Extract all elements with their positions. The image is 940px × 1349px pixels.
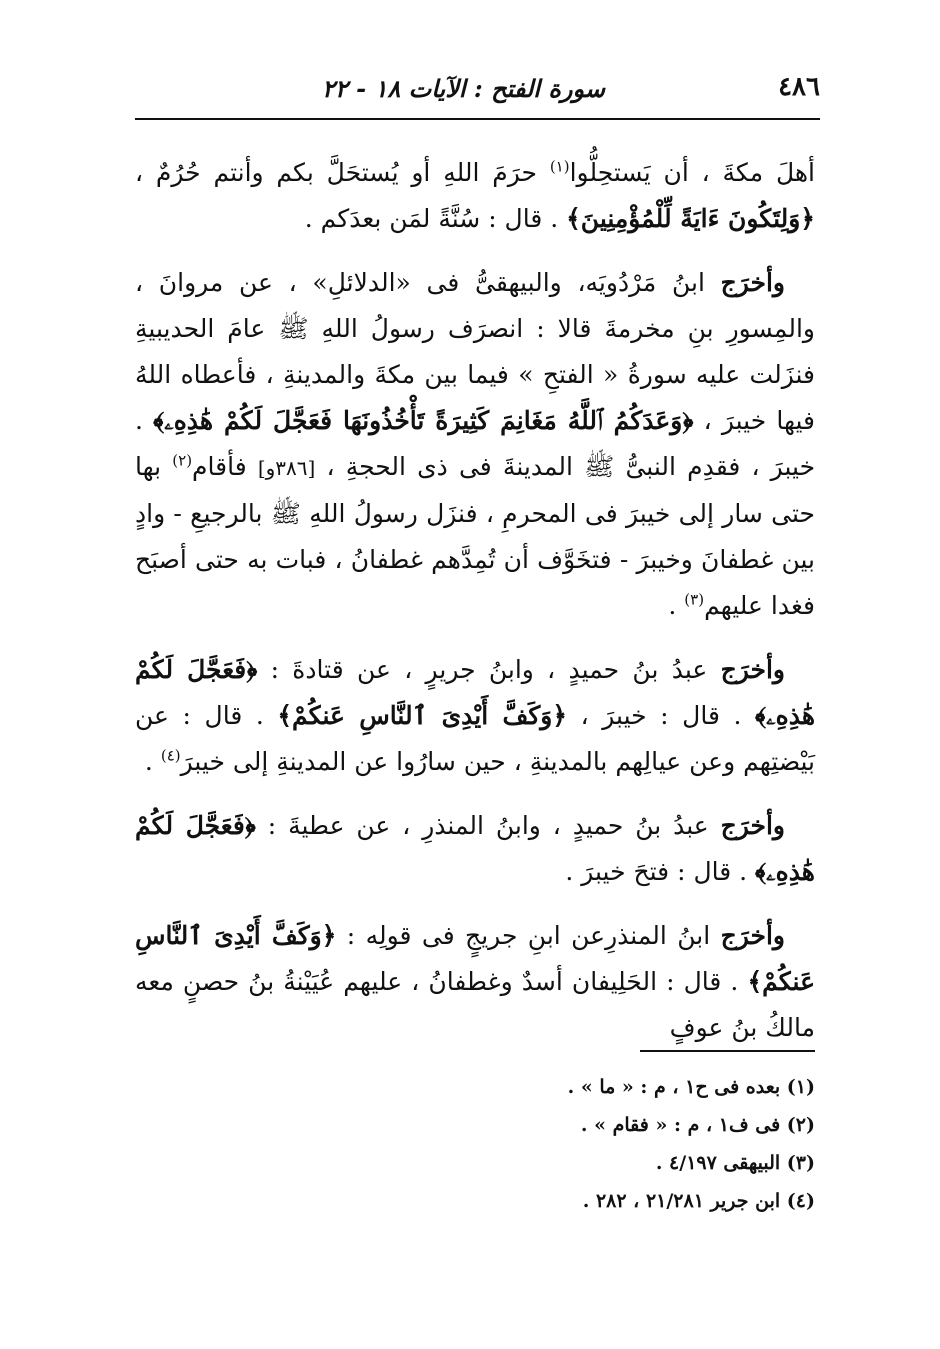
footnote-4: (٤) ابن جرير ٢١/٢٨١ ، ٢٨٢ . xyxy=(582,1190,815,1212)
paragraph-1 xyxy=(135,150,815,242)
paragraph-2 xyxy=(135,260,815,629)
lead-word: وأخرَج xyxy=(720,268,785,297)
lead-word: وأخرَج xyxy=(720,655,785,684)
paragraph-text: . قال : خيبرَ ، xyxy=(567,701,756,730)
paragraph-text: . قال : سُنَّةً لمَن بعدَكم . xyxy=(304,204,567,233)
footnote-marker: (٣) xyxy=(684,590,705,609)
paragraph-4 xyxy=(135,803,815,895)
footnote-1: (١) بعده فى ح١ ، م : « ما » . xyxy=(567,1076,815,1098)
paragraph-text: . xyxy=(144,747,161,776)
header-rule xyxy=(135,118,820,120)
main-text xyxy=(135,150,815,1069)
paragraph-text: أهلَ مكةَ ، أن يَستحِلُّوا xyxy=(569,158,816,187)
footnote-marker: (٢) xyxy=(172,451,193,470)
quran-verse: ﴿وَكَفَّ أَيْدِىَ ٱلنَّاسِ عَنكُمْ﴾ xyxy=(135,921,815,996)
paragraph-text: . خيبرَ ، فقدِم النبىُّ ﷺ المدينةَ فى ذى الحجةِ ، xyxy=(135,406,816,481)
lead-word: وأخرَج xyxy=(720,921,785,950)
footnote-marker: (٤) xyxy=(160,746,181,765)
footnote-3: (٣) البيهقى ٤/١٩٧ . xyxy=(655,1152,815,1174)
paragraph-text: بها حتى سار إلى خيبرَ فى المحرمِ ، فنزَل رسولُ اللهِ ﷺ بالرجيعِ - وادٍ بين غطفانَ وخيبرَ - فتخَوَّف أن تُمِدَّهم غطفانُ ، فبات به حتى أصبَح فغدا عليهم xyxy=(135,452,815,620)
paragraph-3 xyxy=(135,647,815,785)
lead-word: وأخرَج xyxy=(720,811,785,840)
running-title: سورة الفتح : الآيات ١٨ - ٢٢ xyxy=(322,74,605,103)
manuscript-folio-mark: [٣٨٦و] xyxy=(257,456,316,480)
quran-verse: ﴿وَعَدَكُمُ ٱللَّهُ مَغَانِمَ كَثِيرَةً تَأْخُذُونَهَا فَعَجَّلَ لَكُمْ هَٰذِهِۦ﴾ xyxy=(153,406,694,435)
paragraph-text: فأقام xyxy=(192,452,258,481)
footnote-marker: (١) xyxy=(549,157,570,176)
quran-verse: ﴿فَعَجَّلَ لَكُمْ هَٰذِهِۦ﴾ xyxy=(135,811,815,886)
quran-verse: ﴿فَعَجَّلَ لَكُمْ هَٰذِهِۦ﴾ xyxy=(135,655,816,730)
quran-verse: ﴿وَكَفَّ أَيْدِىَ ٱلنَّاسِ عَنكُمْ﴾ xyxy=(277,701,568,730)
paragraph-text: . قال : عن بَيْضتِهم وعن عيالِهم بالمدينةِ ، حين سارُوا عن المدينةِ إلى خيبرَ xyxy=(135,701,815,776)
paragraph-text: ابنُ المنذرِعن ابنِ جريجٍ فى قولِه : xyxy=(336,921,721,950)
quran-verse: ﴿وَلِتَكُونَ ءَايَةً لِّلْمُؤْمِنِينَ﴾ xyxy=(566,204,815,233)
page-number: ٤٨٦ xyxy=(778,72,820,102)
paragraph-text: . قال : الحَلِيفان أسدٌ وغطفانُ ، عليهم عُيَيْنةُ بنُ حصنٍ معه مالكُ بنُ عوفٍ xyxy=(135,967,815,1042)
page-header xyxy=(135,70,820,110)
paragraph-text: . xyxy=(668,591,685,620)
footnote-rule xyxy=(640,1050,815,1052)
paragraph-text: عبدُ بنُ حميدٍ ، وابنُ المنذرِ ، عن عطيةَ : xyxy=(255,811,721,840)
paragraph-text: حرَمَ اللهِ أو يُستحَلَّ بكم وأنتم حُرُمٌ ، xyxy=(135,158,550,187)
paragraph-5 xyxy=(135,913,815,1051)
paragraph-text: عبدُ بنُ حميدٍ ، وابنُ جريرٍ ، عن قتادةَ : xyxy=(257,655,721,684)
paragraph-text: . قال : فتحَ خيبرَ . xyxy=(565,857,756,886)
footnotes xyxy=(135,1068,815,1220)
footnote-2: (٢) فى ف١ ، م : « فقام » . xyxy=(580,1114,815,1136)
paragraph-text: ابنُ مَرْدُويَه، والبيهقىُّ فى «الدلائلِ» ، عن مروانَ ، والمِسورِ بنِ مخرمةَ قالا : انصرَف رسولُ اللهِ ﷺ عامَ الحديبيةِ فنزَلت عليه سورةُ « الفتحِ » فيما بين مكةَ والمدينةِ ، فأعطاه اللهُ فيها خيبرَ ، xyxy=(135,268,815,435)
